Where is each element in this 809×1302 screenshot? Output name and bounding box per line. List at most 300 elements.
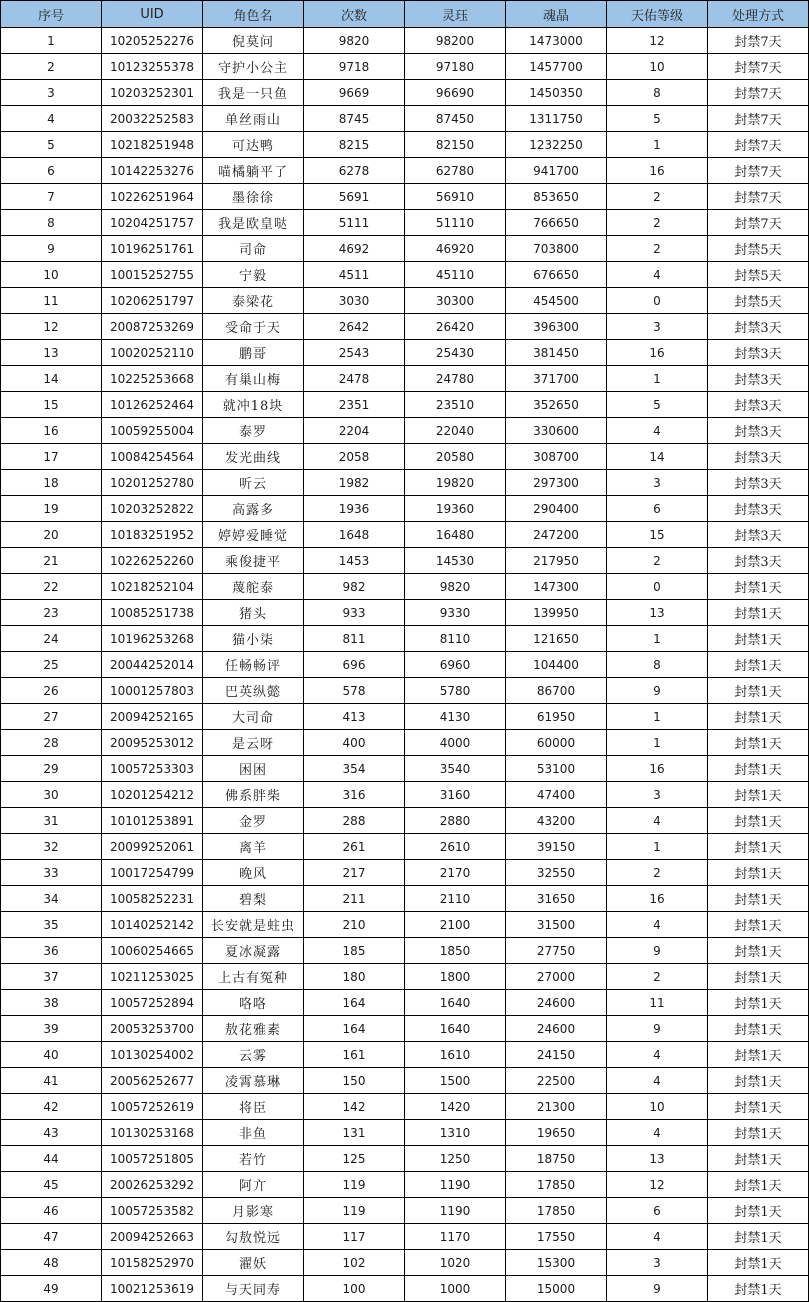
cell-uid: 20056252677 (102, 1068, 203, 1094)
cell-role-name: 敖花雅素 (203, 1016, 304, 1042)
cell-index: 45 (1, 1172, 102, 1198)
cell-action: 封禁1天 (708, 1120, 809, 1146)
cell-lingjue: 1800 (405, 964, 506, 990)
table-row (1, 1042, 809, 1068)
cell-lingjue: 96690 (405, 80, 506, 106)
cell-count: 316 (304, 782, 405, 808)
cell-role-name: 佛系胖柴 (203, 782, 304, 808)
cell-action: 封禁7天 (708, 158, 809, 184)
cell-index: 10 (1, 262, 102, 288)
table-row (1, 1250, 809, 1276)
cell-tianyou-level: 5 (607, 106, 708, 132)
cell-role-name: 猪头 (203, 600, 304, 626)
cell-role-name: 长安就是蛀虫 (203, 912, 304, 938)
cell-count: 4511 (304, 262, 405, 288)
cell-lingjue: 19820 (405, 470, 506, 496)
cell-action: 封禁1天 (708, 626, 809, 652)
cell-action: 封禁7天 (708, 184, 809, 210)
table-row (1, 678, 809, 704)
cell-index: 42 (1, 1094, 102, 1120)
cell-lingjue: 1020 (405, 1250, 506, 1276)
table-row (1, 1016, 809, 1042)
cell-tianyou-level: 1 (607, 366, 708, 392)
cell-tianyou-level: 0 (607, 288, 708, 314)
cell-tianyou-level: 4 (607, 1120, 708, 1146)
cell-lingjue: 14530 (405, 548, 506, 574)
cell-hunjing: 32550 (506, 860, 607, 886)
table-row (1, 860, 809, 886)
cell-count: 933 (304, 600, 405, 626)
cell-tianyou-level: 3 (607, 314, 708, 340)
cell-hunjing: 352650 (506, 392, 607, 418)
cell-count: 982 (304, 574, 405, 600)
header-role-name: 角色名 (203, 1, 304, 28)
cell-role-name: 任畅畅评 (203, 652, 304, 678)
table-row (1, 964, 809, 990)
cell-uid: 10126252464 (102, 392, 203, 418)
cell-role-name: 离羊 (203, 834, 304, 860)
cell-count: 117 (304, 1224, 405, 1250)
cell-lingjue: 1000 (405, 1276, 506, 1302)
cell-uid: 10084254564 (102, 444, 203, 470)
cell-uid: 10142253276 (102, 158, 203, 184)
cell-tianyou-level: 1 (607, 132, 708, 158)
cell-lingjue: 97180 (405, 54, 506, 80)
cell-count: 2351 (304, 392, 405, 418)
cell-uid: 10085251738 (102, 600, 203, 626)
cell-action: 封禁3天 (708, 470, 809, 496)
cell-action: 封禁1天 (708, 860, 809, 886)
cell-hunjing: 19650 (506, 1120, 607, 1146)
cell-uid: 10183251952 (102, 522, 203, 548)
cell-index: 28 (1, 730, 102, 756)
cell-count: 102 (304, 1250, 405, 1276)
cell-role-name: 巴英纵懿 (203, 678, 304, 704)
cell-index: 35 (1, 912, 102, 938)
cell-uid: 10206251797 (102, 288, 203, 314)
cell-action: 封禁3天 (708, 392, 809, 418)
table-row (1, 730, 809, 756)
cell-hunjing: 396300 (506, 314, 607, 340)
table-row (1, 886, 809, 912)
cell-tianyou-level: 3 (607, 1250, 708, 1276)
cell-lingjue: 2880 (405, 808, 506, 834)
cell-role-name: 乘俊捷平 (203, 548, 304, 574)
table-row (1, 54, 809, 80)
cell-role-name: 勾敖悦远 (203, 1224, 304, 1250)
cell-uid: 10130254002 (102, 1042, 203, 1068)
cell-index: 9 (1, 236, 102, 262)
header-row (1, 1, 809, 28)
cell-hunjing: 24600 (506, 1016, 607, 1042)
table-row (1, 314, 809, 340)
cell-tianyou-level: 16 (607, 756, 708, 782)
cell-tianyou-level: 2 (607, 184, 708, 210)
cell-count: 119 (304, 1172, 405, 1198)
cell-tianyou-level: 16 (607, 886, 708, 912)
cell-index: 34 (1, 886, 102, 912)
cell-role-name: 金罗 (203, 808, 304, 834)
cell-role-name: 将臣 (203, 1094, 304, 1120)
cell-hunjing: 39150 (506, 834, 607, 860)
cell-uid: 10057251805 (102, 1146, 203, 1172)
cell-hunjing: 15000 (506, 1276, 607, 1302)
cell-lingjue: 16480 (405, 522, 506, 548)
cell-hunjing: 31500 (506, 912, 607, 938)
cell-tianyou-level: 1 (607, 626, 708, 652)
cell-uid: 20087253269 (102, 314, 203, 340)
cell-lingjue: 98200 (405, 28, 506, 54)
table-row (1, 132, 809, 158)
cell-action: 封禁5天 (708, 262, 809, 288)
cell-count: 119 (304, 1198, 405, 1224)
cell-uid: 10225253668 (102, 366, 203, 392)
cell-count: 5111 (304, 210, 405, 236)
cell-uid: 10218251948 (102, 132, 203, 158)
cell-role-name: 可达鸭 (203, 132, 304, 158)
cell-tianyou-level: 9 (607, 1276, 708, 1302)
table-row (1, 1120, 809, 1146)
table-row (1, 652, 809, 678)
cell-role-name: 濯妖 (203, 1250, 304, 1276)
cell-uid: 10205252276 (102, 28, 203, 54)
cell-lingjue: 24780 (405, 366, 506, 392)
cell-tianyou-level: 4 (607, 1068, 708, 1094)
cell-tianyou-level: 10 (607, 54, 708, 80)
cell-index: 6 (1, 158, 102, 184)
cell-index: 21 (1, 548, 102, 574)
cell-action: 封禁3天 (708, 522, 809, 548)
cell-action: 封禁1天 (708, 886, 809, 912)
cell-action: 封禁3天 (708, 314, 809, 340)
cell-hunjing: 31650 (506, 886, 607, 912)
cell-action: 封禁1天 (708, 1068, 809, 1094)
cell-lingjue: 9820 (405, 574, 506, 600)
table-row (1, 1094, 809, 1120)
cell-role-name: 猫小柒 (203, 626, 304, 652)
cell-uid: 10204251757 (102, 210, 203, 236)
cell-hunjing: 60000 (506, 730, 607, 756)
cell-count: 9669 (304, 80, 405, 106)
cell-tianyou-level: 16 (607, 158, 708, 184)
cell-index: 43 (1, 1120, 102, 1146)
cell-index: 29 (1, 756, 102, 782)
cell-tianyou-level: 2 (607, 236, 708, 262)
cell-role-name: 晚风 (203, 860, 304, 886)
cell-hunjing: 147300 (506, 574, 607, 600)
cell-tianyou-level: 11 (607, 990, 708, 1016)
cell-index: 32 (1, 834, 102, 860)
cell-uid: 10201254212 (102, 782, 203, 808)
table-row (1, 574, 809, 600)
cell-action: 封禁1天 (708, 600, 809, 626)
cell-count: 400 (304, 730, 405, 756)
cell-hunjing: 853650 (506, 184, 607, 210)
cell-role-name: 阿亣 (203, 1172, 304, 1198)
cell-tianyou-level: 4 (607, 262, 708, 288)
cell-count: 131 (304, 1120, 405, 1146)
cell-count: 2058 (304, 444, 405, 470)
table-row (1, 1146, 809, 1172)
table-row (1, 1224, 809, 1250)
table-row (1, 600, 809, 626)
cell-hunjing: 1457700 (506, 54, 607, 80)
cell-lingjue: 19360 (405, 496, 506, 522)
cell-index: 46 (1, 1198, 102, 1224)
cell-action: 封禁3天 (708, 496, 809, 522)
cell-hunjing: 139950 (506, 600, 607, 626)
cell-index: 8 (1, 210, 102, 236)
cell-count: 210 (304, 912, 405, 938)
cell-index: 14 (1, 366, 102, 392)
cell-count: 164 (304, 1016, 405, 1042)
cell-hunjing: 297300 (506, 470, 607, 496)
cell-lingjue: 1640 (405, 990, 506, 1016)
cell-hunjing: 27750 (506, 938, 607, 964)
cell-role-name: 碧梨 (203, 886, 304, 912)
cell-uid: 10140252142 (102, 912, 203, 938)
cell-role-name: 月影寒 (203, 1198, 304, 1224)
table-row (1, 262, 809, 288)
cell-role-name: 非鱼 (203, 1120, 304, 1146)
cell-count: 578 (304, 678, 405, 704)
cell-action: 封禁1天 (708, 1276, 809, 1302)
cell-role-name: 墨徐徐 (203, 184, 304, 210)
cell-action: 封禁1天 (708, 756, 809, 782)
cell-lingjue: 1850 (405, 938, 506, 964)
table-row (1, 366, 809, 392)
cell-role-name: 与天同寿 (203, 1276, 304, 1302)
table-row (1, 808, 809, 834)
cell-index: 26 (1, 678, 102, 704)
cell-count: 150 (304, 1068, 405, 1094)
cell-tianyou-level: 13 (607, 600, 708, 626)
header-hunjing: 魂晶 (506, 1, 607, 28)
header-count: 次数 (304, 1, 405, 28)
cell-role-name: 夏冰凝露 (203, 938, 304, 964)
cell-hunjing: 17850 (506, 1198, 607, 1224)
cell-uid: 10101253891 (102, 808, 203, 834)
cell-action: 封禁5天 (708, 288, 809, 314)
cell-lingjue: 1250 (405, 1146, 506, 1172)
cell-action: 封禁7天 (708, 106, 809, 132)
cell-count: 2642 (304, 314, 405, 340)
cell-tianyou-level: 2 (607, 548, 708, 574)
cell-index: 25 (1, 652, 102, 678)
cell-action: 封禁7天 (708, 80, 809, 106)
cell-tianyou-level: 8 (607, 652, 708, 678)
cell-uid: 20095253012 (102, 730, 203, 756)
cell-lingjue: 2170 (405, 860, 506, 886)
cell-lingjue: 23510 (405, 392, 506, 418)
cell-lingjue: 45110 (405, 262, 506, 288)
cell-index: 17 (1, 444, 102, 470)
cell-count: 3030 (304, 288, 405, 314)
cell-role-name: 单丝雨山 (203, 106, 304, 132)
cell-lingjue: 4130 (405, 704, 506, 730)
cell-tianyou-level: 12 (607, 28, 708, 54)
table-row (1, 782, 809, 808)
cell-action: 封禁1天 (708, 808, 809, 834)
cell-tianyou-level: 1 (607, 730, 708, 756)
cell-tianyou-level: 9 (607, 1016, 708, 1042)
cell-hunjing: 941700 (506, 158, 607, 184)
table-row (1, 444, 809, 470)
cell-uid: 10060254665 (102, 938, 203, 964)
cell-hunjing: 47400 (506, 782, 607, 808)
cell-hunjing: 22500 (506, 1068, 607, 1094)
cell-hunjing: 104400 (506, 652, 607, 678)
table-row (1, 418, 809, 444)
cell-uid: 20032252583 (102, 106, 203, 132)
cell-uid: 10058252231 (102, 886, 203, 912)
cell-index: 31 (1, 808, 102, 834)
cell-action: 封禁1天 (708, 964, 809, 990)
table-row (1, 1068, 809, 1094)
cell-role-name: 喵橘躺平了 (203, 158, 304, 184)
cell-lingjue: 1500 (405, 1068, 506, 1094)
cell-hunjing: 17850 (506, 1172, 607, 1198)
cell-hunjing: 766650 (506, 210, 607, 236)
table-row (1, 288, 809, 314)
cell-hunjing: 676650 (506, 262, 607, 288)
cell-uid: 10203252301 (102, 80, 203, 106)
table-row (1, 522, 809, 548)
cell-uid: 10211253025 (102, 964, 203, 990)
table-row (1, 470, 809, 496)
cell-count: 1936 (304, 496, 405, 522)
cell-hunjing: 21300 (506, 1094, 607, 1120)
cell-hunjing: 1450350 (506, 80, 607, 106)
cell-tianyou-level: 3 (607, 470, 708, 496)
cell-tianyou-level: 2 (607, 964, 708, 990)
cell-hunjing: 43200 (506, 808, 607, 834)
cell-tianyou-level: 4 (607, 808, 708, 834)
cell-tianyou-level: 1 (607, 834, 708, 860)
cell-role-name: 凌霄慕琳 (203, 1068, 304, 1094)
cell-index: 44 (1, 1146, 102, 1172)
table-row (1, 1276, 809, 1302)
cell-action: 封禁1天 (708, 1042, 809, 1068)
cell-action: 封禁3天 (708, 548, 809, 574)
cell-count: 2204 (304, 418, 405, 444)
cell-index: 18 (1, 470, 102, 496)
cell-tianyou-level: 12 (607, 1172, 708, 1198)
cell-count: 2543 (304, 340, 405, 366)
cell-uid: 10057252894 (102, 990, 203, 1016)
cell-index: 12 (1, 314, 102, 340)
cell-role-name: 就冲18块 (203, 392, 304, 418)
cell-index: 13 (1, 340, 102, 366)
cell-role-name: 我是一只鱼 (203, 80, 304, 106)
table-row (1, 626, 809, 652)
table-row (1, 1198, 809, 1224)
cell-action: 封禁1天 (708, 1172, 809, 1198)
cell-uid: 20026253292 (102, 1172, 203, 1198)
table-row (1, 236, 809, 262)
cell-action: 封禁1天 (708, 652, 809, 678)
cell-tianyou-level: 3 (607, 782, 708, 808)
cell-uid: 10226252260 (102, 548, 203, 574)
table-row (1, 106, 809, 132)
cell-role-name: 我是欧皇哒 (203, 210, 304, 236)
header-uid: UID (102, 1, 203, 28)
cell-action: 封禁1天 (708, 678, 809, 704)
cell-lingjue: 56910 (405, 184, 506, 210)
cell-tianyou-level: 15 (607, 522, 708, 548)
header-index: 序号 (1, 1, 102, 28)
cell-hunjing: 371700 (506, 366, 607, 392)
table-row (1, 392, 809, 418)
table-row (1, 756, 809, 782)
cell-lingjue: 9330 (405, 600, 506, 626)
cell-role-name: 发光曲线 (203, 444, 304, 470)
cell-index: 22 (1, 574, 102, 600)
cell-tianyou-level: 2 (607, 860, 708, 886)
cell-role-name: 司命 (203, 236, 304, 262)
cell-count: 5691 (304, 184, 405, 210)
cell-action: 封禁1天 (708, 1250, 809, 1276)
cell-action: 封禁7天 (708, 54, 809, 80)
cell-index: 4 (1, 106, 102, 132)
cell-uid: 10196251761 (102, 236, 203, 262)
cell-uid: 20099252061 (102, 834, 203, 860)
cell-lingjue: 2110 (405, 886, 506, 912)
cell-count: 413 (304, 704, 405, 730)
cell-hunjing: 217950 (506, 548, 607, 574)
cell-role-name: 宁毅 (203, 262, 304, 288)
cell-uid: 10015252755 (102, 262, 203, 288)
cell-tianyou-level: 9 (607, 938, 708, 964)
cell-index: 20 (1, 522, 102, 548)
cell-hunjing: 454500 (506, 288, 607, 314)
cell-count: 211 (304, 886, 405, 912)
cell-action: 封禁1天 (708, 1198, 809, 1224)
cell-tianyou-level: 6 (607, 496, 708, 522)
cell-index: 33 (1, 860, 102, 886)
table-row (1, 1172, 809, 1198)
cell-count: 8215 (304, 132, 405, 158)
cell-lingjue: 1190 (405, 1198, 506, 1224)
cell-lingjue: 87450 (405, 106, 506, 132)
cell-count: 180 (304, 964, 405, 990)
cell-tianyou-level: 4 (607, 1042, 708, 1068)
cell-index: 41 (1, 1068, 102, 1094)
cell-action: 封禁1天 (708, 938, 809, 964)
cell-hunjing: 18750 (506, 1146, 607, 1172)
cell-tianyou-level: 5 (607, 392, 708, 418)
cell-count: 125 (304, 1146, 405, 1172)
cell-uid: 20044252014 (102, 652, 203, 678)
cell-hunjing: 24600 (506, 990, 607, 1016)
table-row (1, 340, 809, 366)
cell-action: 封禁7天 (708, 132, 809, 158)
cell-tianyou-level: 13 (607, 1146, 708, 1172)
cell-count: 4692 (304, 236, 405, 262)
cell-hunjing: 1311750 (506, 106, 607, 132)
cell-hunjing: 330600 (506, 418, 607, 444)
cell-role-name: 大司命 (203, 704, 304, 730)
cell-count: 2478 (304, 366, 405, 392)
cell-role-name: 听云 (203, 470, 304, 496)
cell-lingjue: 1610 (405, 1042, 506, 1068)
cell-index: 11 (1, 288, 102, 314)
cell-hunjing: 308700 (506, 444, 607, 470)
cell-uid: 10017254799 (102, 860, 203, 886)
cell-hunjing: 1473000 (506, 28, 607, 54)
cell-index: 37 (1, 964, 102, 990)
cell-lingjue: 3540 (405, 756, 506, 782)
